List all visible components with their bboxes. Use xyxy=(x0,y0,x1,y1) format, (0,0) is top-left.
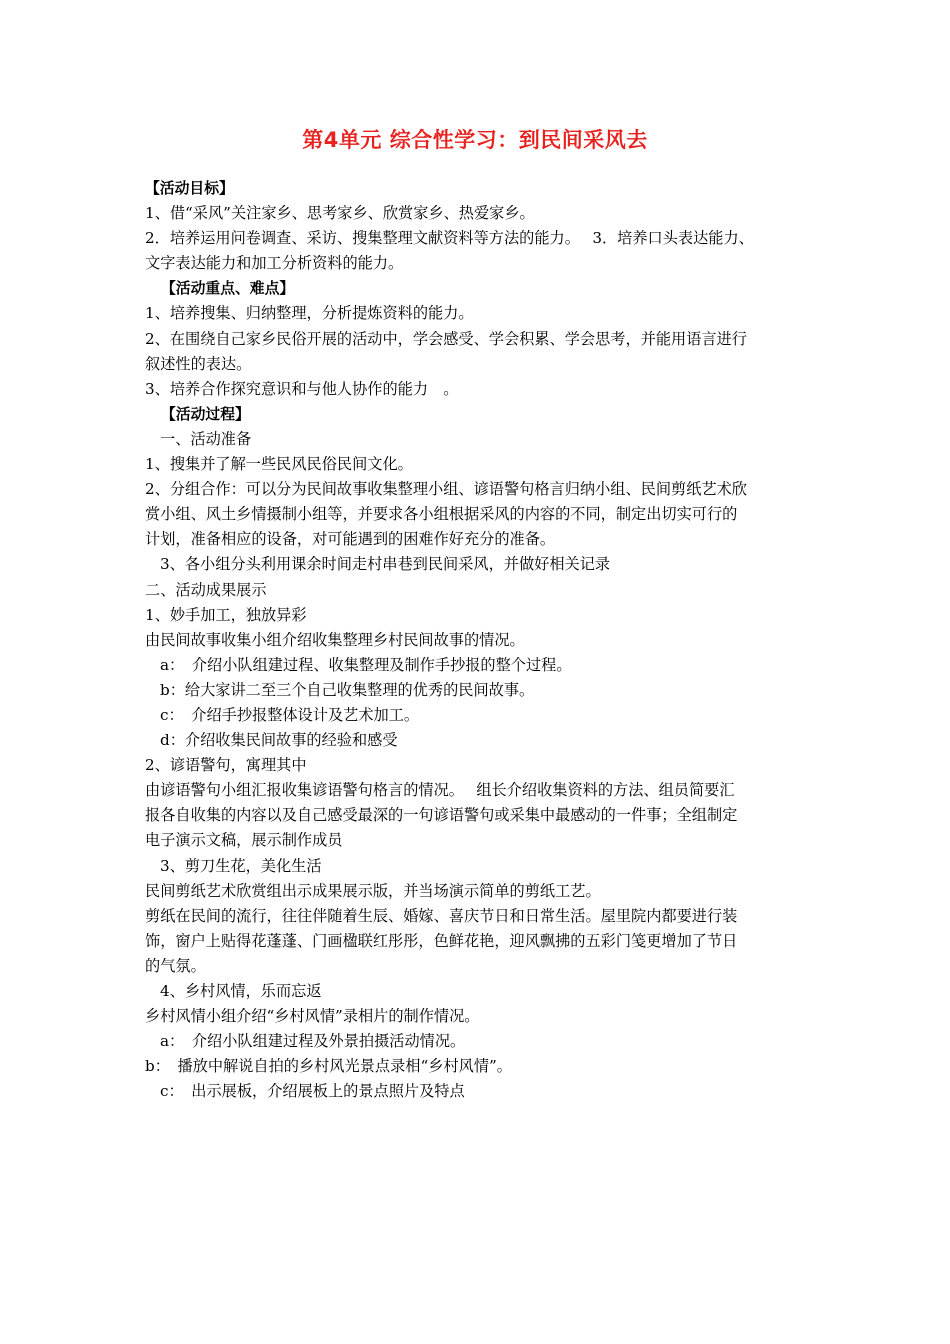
text-line: c： 出示展板，介绍展板上的景点照片及特点 xyxy=(160,1082,465,1101)
text-line: d：介绍收集民间故事的经验和感受 xyxy=(160,731,398,750)
document-title: 第4单元 综合性学习：到民间采风去 xyxy=(302,128,648,152)
text-line: 电子演示文稿，展示制作成员 xyxy=(145,831,343,850)
text-line: 3、各小组分头利用课余时间走村串巷到民间采风，并做好相关记录 xyxy=(160,555,611,574)
text-line: 二、活动成果展示 xyxy=(145,580,267,599)
text-line: 叙述性的表达。 xyxy=(145,354,252,373)
text-line: 饰，窗户上贴得花蓬蓬、门画楹联红彤彤，色鲜花艳，迎风飘拂的五彩门笺更增加了节日 xyxy=(145,931,738,950)
text-line: 一、活动准备 xyxy=(160,429,252,448)
text-line: a： 介绍小队组建过程及外景拍摄活动情况。 xyxy=(160,1032,466,1051)
text-line: 1、培养搜集、归纳整理，分析提炼资料的能力。 xyxy=(145,304,474,323)
text-line: 民间剪纸艺术欣赏组出示成果展示版，并当场演示简单的剪纸工艺。 xyxy=(145,881,601,900)
section-heading: 【活动目标】 xyxy=(145,180,234,197)
text-line: 剪纸在民间的流行，往往伴随着生辰、婚嫁、喜庆节日和日常生活。屋里院内都要进行装 xyxy=(145,906,738,925)
text-line: 报各自收集的内容以及自己感受最深的一句谚语警句或采集中最感动的一件事；全组制定 xyxy=(145,806,738,825)
text-line: 1、妙手加工，独放异彩 xyxy=(145,605,307,624)
text-line: b： 播放中解说自拍的乡村风光景点录相“乡村风情”。 xyxy=(145,1057,512,1076)
text-line: 的气氛。 xyxy=(145,956,206,975)
text-line: 由民间故事收集小组介绍收集整理乡村民间故事的情况。 xyxy=(145,630,525,649)
text-line: 1、搜集并了解一些民风民俗民间文化。 xyxy=(145,455,413,474)
text-line: c： 介绍手抄报整体设计及艺术加工。 xyxy=(160,705,420,724)
text-line: 3、剪刀生花，美化生活 xyxy=(160,856,322,875)
text-line: 乡村风情小组介绍“乡村风情”录相片的制作情况。 xyxy=(145,1007,480,1026)
text-line: b：给大家讲二至三个自己收集整理的优秀的民间故事。 xyxy=(160,680,535,699)
text-line: 2、在围绕自己家乡民俗开展的活动中，学会感受、学会积累、学会思考，并能用语言进行 xyxy=(145,329,747,348)
text-line: a： 介绍小队组建过程、收集整理及制作手抄报的整个过程。 xyxy=(160,655,572,674)
text-line: 2、谚语警句，寓理其中 xyxy=(145,756,307,775)
text-line: 1、借“采风”关注家乡、思考家乡、欣赏家乡、热爱家乡。 xyxy=(145,204,535,223)
text-line: 2、分组合作：可以分为民间故事收集整理小组、谚语警句格言归纳小组、民间剪纸艺术欣 xyxy=(145,480,747,499)
text-line: 2．培养运用问卷调查、采访、搜集整理文献资料等方法的能力。 3．培养口头表达能力、 xyxy=(145,229,754,248)
document-body xyxy=(145,176,815,1104)
section-heading: 【活动过程】 xyxy=(161,405,250,423)
text-line: 4、乡村风情，乐而忘返 xyxy=(160,982,322,1000)
section-heading: 【活动重点、难点】 xyxy=(161,280,295,298)
text-line: 赏小组、风土乡情摄制小组等，并要求各小组根据采风的内容的不同，制定出切实可行的 xyxy=(145,505,738,524)
text-line: 由谚语警句小组汇报收集谚语警句格言的情况。 组长介绍收集资料的方法、组员简要汇 xyxy=(145,781,735,800)
text-line: 3、培养合作探究意识和与他人协作的能力 。 xyxy=(145,379,459,398)
text-line: 文字表达能力和加工分析资料的能力。 xyxy=(145,254,404,273)
text-line: 计划，准备相应的设备，对可能遇到的困难作好充分的准备。 xyxy=(145,530,556,549)
